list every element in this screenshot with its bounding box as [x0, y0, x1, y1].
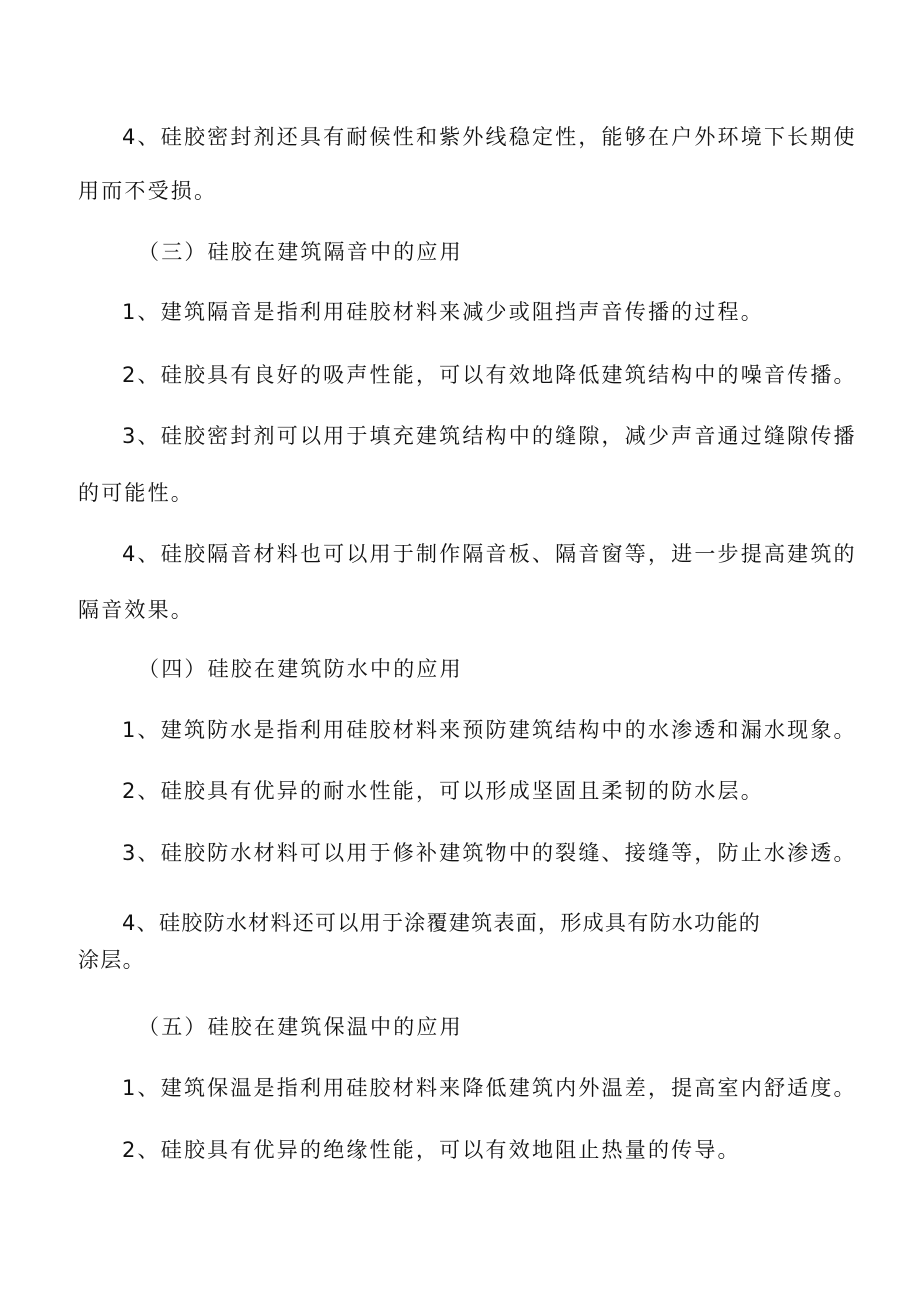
paragraph-line: 的可能性。 [78, 481, 194, 505]
paragraph-line: 1、建筑隔音是指利用硅胶材料来减少或阻挡声音传播的过程。 [122, 300, 764, 324]
paragraph-line: 3、硅胶防水材料可以用于修补建筑物中的裂缝、接缝等，防止水渗透。 [122, 841, 857, 865]
paragraph-line: 1、建筑保温是指利用硅胶材料来降低建筑内外温差，提高室内舒适度。 [122, 1076, 857, 1100]
paragraph-line: 2、硅胶具有优异的绝缘性能，可以有效地阻止热量的传导。 [122, 1138, 741, 1162]
section-heading: （五）硅胶在建筑保温中的应用 [138, 1015, 463, 1039]
section-heading: （三）硅胶在建筑隔音中的应用 [138, 240, 463, 264]
paragraph-line: 4、硅胶防水材料还可以用于涂覆建筑表面，形成具有防水功能的 [122, 911, 762, 935]
paragraph-line: 2、硅胶具有良好的吸声性能，可以有效地降低建筑结构中的噪音传播。 [122, 363, 857, 387]
paragraph-line: 4、硅胶密封剂还具有耐候性和紫外线稳定性，能够在户外环境下长期使 [122, 125, 857, 149]
paragraph-line: 用而不受损。 [78, 179, 218, 203]
paragraph-line: 涂层。 [78, 948, 145, 972]
paragraph-line: 1、建筑防水是指利用硅胶材料来预防建筑结构中的水渗透和漏水现象。 [122, 718, 857, 742]
paragraph-line: 4、硅胶隔音材料也可以用于制作隔音板、隔音窗等，进一步提高建筑的 [122, 542, 857, 566]
paragraph-line: 2、硅胶具有优异的耐水性能，可以形成坚固且柔韧的防水层。 [122, 779, 764, 803]
section-heading: （四）硅胶在建筑防水中的应用 [138, 657, 463, 681]
paragraph-line: 3、硅胶密封剂可以用于填充建筑结构中的缝隙，减少声音通过缝隙传播 [122, 424, 857, 448]
paragraph-line: 隔音效果。 [78, 598, 194, 622]
